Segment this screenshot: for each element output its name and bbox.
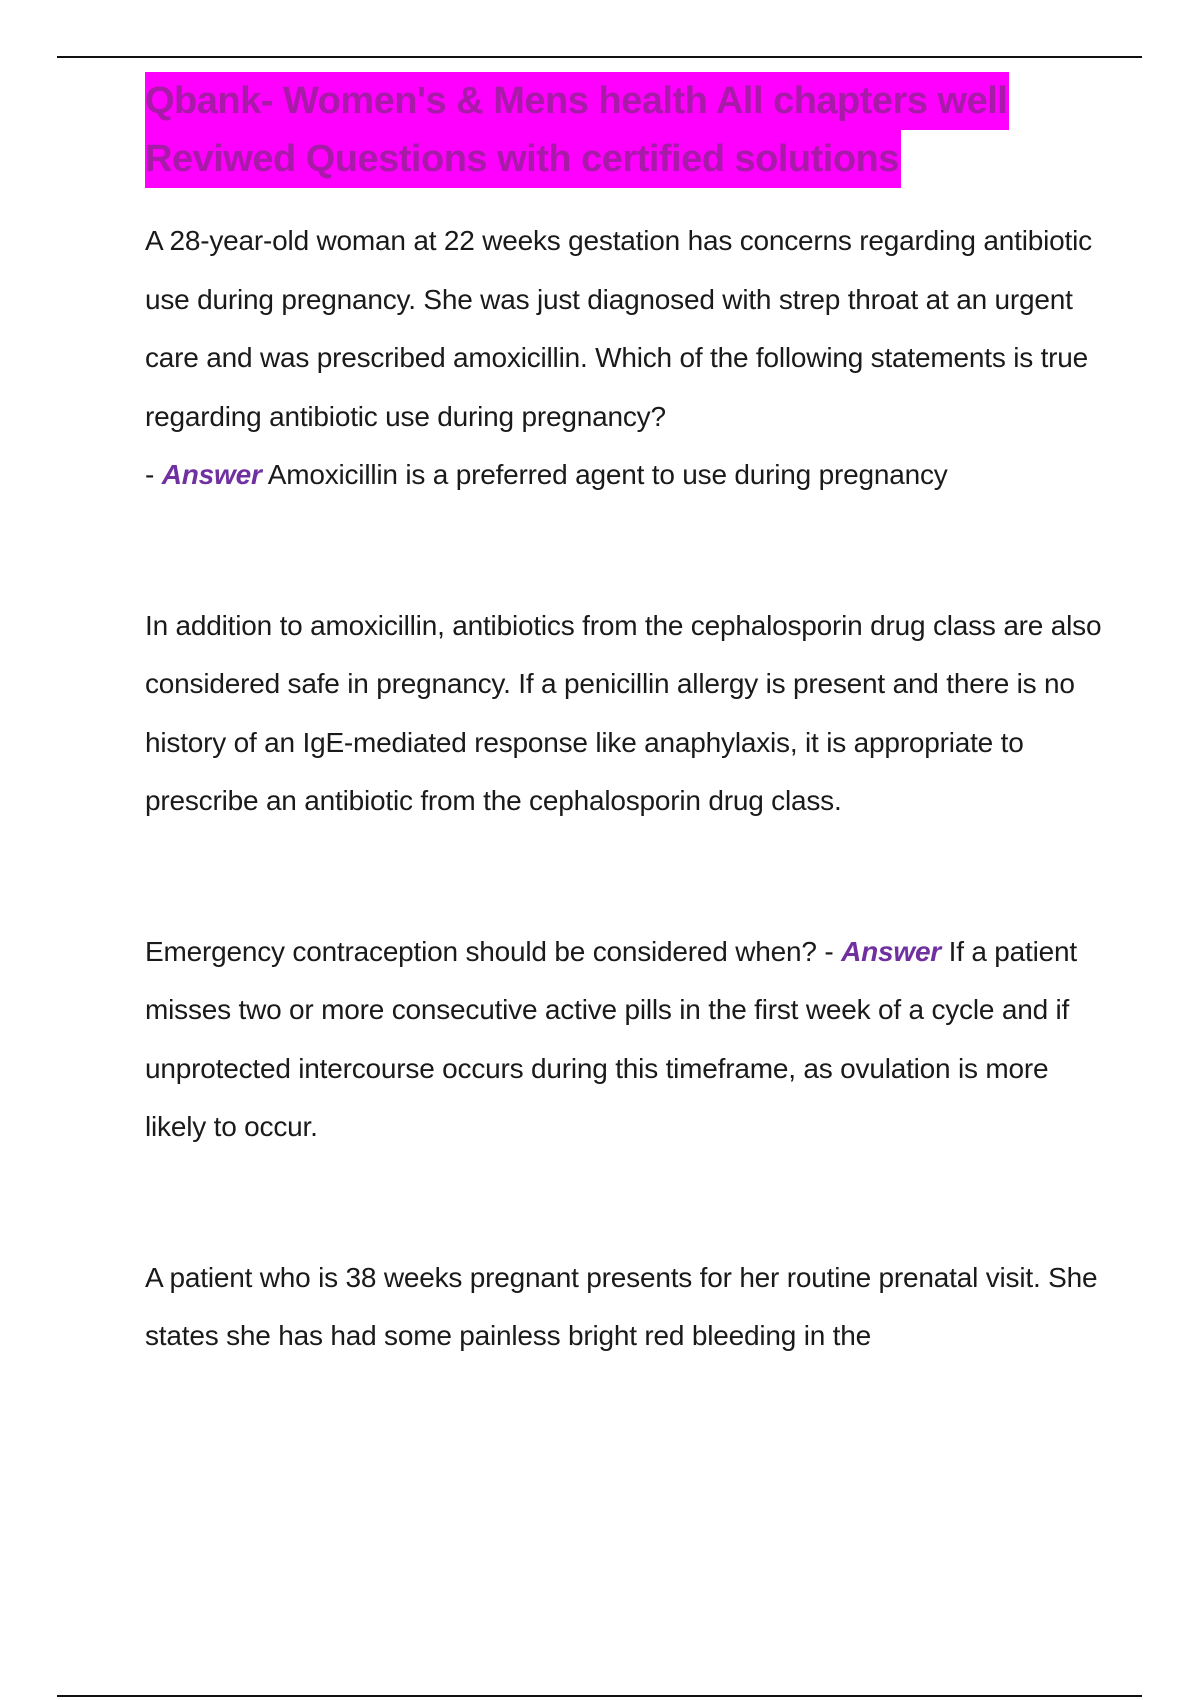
answer-text: If a patient misses two or more consecutive active pills in the first week of a cycle and if unprotected intercourse occurs during this timeframe, as ovulation is more likely to occur.	[145, 935, 1077, 1142]
document-title	[145, 72, 1105, 188]
answer-label: Answer	[841, 935, 942, 967]
question-text: A patient who is 38 weeks pregnant presents for her routine prenatal visit. She states she has had some painless bright red bleeding in the	[145, 1261, 1098, 1351]
title-line-2: Reviwed Questions with certified solutions	[145, 130, 901, 188]
question-paragraph	[145, 1249, 1105, 1366]
answer-text: Amoxicillin is a preferred agent to use during pregnancy	[267, 459, 948, 490]
title-line-1: Qbank- Women's & Mens health All chapters well	[145, 72, 1009, 130]
top-rule	[57, 56, 1142, 58]
bottom-rule	[57, 1695, 1142, 1697]
question-text: Emergency contraception should be considered when?	[145, 935, 817, 967]
qa-item: Emergency contraception should be considered when? - Answer If a patient misses two or more consecutive active pills in the first week of a cycle and if unprotected intercourse occurs during this timeframe, as ovulation is more likely to occur.	[145, 935, 1077, 1142]
document-body	[145, 72, 1105, 1366]
explanation-paragraph	[145, 597, 1105, 831]
qa-item: A 28-year-old woman at 22 weeks gestation has concerns regarding antibiotic use during pregnancy. She was just diagnosed with strep throat at an urgent care and was prescribed amoxicillin. Which of the following statements is true regarding antibiotic use during pregnancy? - Answer Amoxicillin is a preferred agent to use during pregnancy	[145, 225, 1092, 490]
explanation-text: In addition to amoxicillin, antibiotics from the cephalosporin drug class are also considered safe in pregnancy. If a penicillin allergy is present and there is no history of an IgE-mediated response like anaphylaxis, it is appropriate to prescribe an antibiotic from the cephalosporin drug class.	[145, 609, 1102, 816]
answer-label: Answer	[161, 459, 262, 490]
question-text: A 28-year-old woman at 22 weeks gestation has concerns regarding antibiotic use during pregnancy. She was just diagnosed with strep throat at an urgent care and was prescribed amoxicillin. Which of the following statements is true regarding antibiotic use during pregnancy?	[145, 225, 1092, 432]
